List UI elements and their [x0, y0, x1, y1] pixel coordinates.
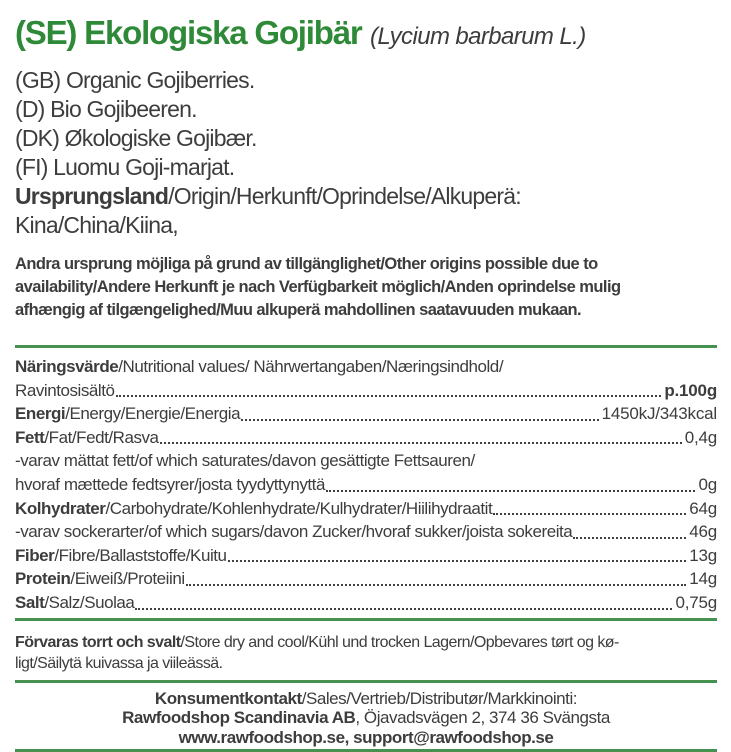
row-value: 13g: [689, 545, 717, 565]
row-label-bold: Fett: [15, 427, 45, 447]
contact-label-bold: Konsumentkontakt: [154, 688, 302, 708]
origin-label: [15, 182, 717, 211]
row-value: 46g: [689, 522, 717, 542]
product-title: [15, 14, 717, 59]
leader-dots: [160, 442, 682, 444]
product-title-se: (SE) Ekologiska Gojibär: [15, 14, 362, 51]
contact-label-rest: /Sales/Vertrieb/Distributør/Markkinointi:: [301, 688, 578, 708]
note-line-1: Andra ursprung möjliga på grund av tillgänglighet/Other origins possible due to: [15, 255, 598, 273]
row-label-rest: /Eiweiß/Proteiini: [70, 569, 185, 589]
row-label-bold: Kolhydrater: [15, 498, 106, 518]
nutrition-row-protein: [15, 567, 717, 591]
company-address: , Öjavadsvägen 2, 374 36 Svängsta: [355, 708, 610, 728]
storage-line-2: ligt/Säilytä kuivassa ja viileässä.: [15, 654, 223, 672]
nutrition-row-fibre: [15, 544, 717, 568]
leader-dots: [228, 560, 687, 562]
nutrition-row-fat: [15, 426, 717, 450]
origin-label-rest: /Origin/Herkunft/Oprindelse/Alkuperä:: [168, 183, 521, 209]
nutrition-row-per100g: [15, 379, 717, 403]
nutrition-row-carbohydrate: [15, 497, 717, 521]
leader-dots: [241, 419, 599, 421]
product-name-gb: (GB) Organic Gojiberries.: [15, 67, 255, 93]
leader-dots: [135, 608, 672, 610]
row-label-rest: /Fat/Fedt/Rasva: [44, 427, 159, 447]
row-value: 0,75g: [675, 592, 717, 612]
row-value: 1450kJ/343kcal: [601, 404, 717, 424]
row-label: -varav sockerarter/of which sugars/davon Zucker/hvoraf sukker/joista sokereita: [15, 522, 573, 542]
divider-top-of-nutrition: [15, 345, 717, 348]
company-name: Rawfoodshop Scandinavia AB: [122, 708, 356, 728]
row-value: 64g: [689, 498, 717, 518]
divider-above-contact: [15, 680, 717, 683]
nutrition-table: [15, 355, 717, 615]
origin-availability-note: [15, 253, 717, 322]
nutrition-header-rest: /Nutritional values/ Nährwertangaben/Næringsindhold/: [118, 357, 504, 376]
row-label: hvoraf mættede fedtsyrer/josta tyydyttynyttä: [15, 474, 325, 494]
row-label-rest: /Carbohydrate/Kohlenhydrate/Kulhydrater/Hiilihydraatit: [105, 498, 493, 518]
row-label-rest: /Salz/Suolaa: [44, 592, 135, 612]
leader-dots: [493, 513, 686, 515]
row-label-rest: /Fibre/Ballaststoffe/Kuitu: [54, 545, 227, 565]
row-label: -varav mättat fett/of which saturates/davon gesättigte Fettsauren/: [15, 451, 475, 471]
nutrition-row-sugars: [15, 520, 717, 544]
divider-below-nutrition: [15, 618, 717, 621]
leader-dots: [186, 584, 687, 586]
contact-line-1: [15, 689, 717, 709]
per100g-value: p.100g: [664, 380, 717, 400]
nutrition-row-salt: [15, 591, 717, 615]
product-name-d: (D) Bio Gojibeeren.: [15, 96, 197, 122]
storage-bold: Förvaras torrt och svalt: [15, 633, 181, 651]
contact-line-2: [15, 708, 717, 728]
contact-block: [15, 689, 717, 748]
storage-rest: /Store dry and cool/Kühl und trocken Lagern/Opbevares tørt og kø-: [180, 633, 619, 651]
storage-line-1: [15, 632, 717, 653]
per100g-label: Ravintosisältö: [15, 380, 115, 400]
row-label-rest: /Energy/Energie/Energia: [65, 404, 241, 424]
product-name-dk: (DK) Økologiske Gojibær.: [15, 125, 257, 151]
row-label-bold: Salt: [15, 592, 45, 612]
row-label-bold: Energi: [15, 404, 66, 424]
row-value: 14g: [689, 569, 717, 589]
row-label-bold: Protein: [15, 569, 71, 589]
note-line-3: afhængig af tilgængelighed/Muu alkuperä mahdollinen saatavuuden mukaan.: [15, 301, 582, 319]
row-value: 0,4g: [684, 427, 717, 447]
row-value: 0g: [698, 474, 717, 494]
row-label-bold: Fiber: [15, 545, 55, 565]
note-line-2: availability/Andere Herkunft je nach Verfügbarkeit möglich/Anden oprindelse mulig: [15, 278, 621, 296]
origin-value: Kina/China/Kiina,: [15, 212, 178, 238]
origin-label-bold: Ursprungsland: [15, 183, 169, 209]
latin-species-name: (Lycium barbarum L.): [369, 23, 586, 50]
storage-instructions: [15, 632, 717, 674]
nutrition-row-energy: [15, 402, 717, 426]
product-name-fi: (FI) Luomu Goji-marjat.: [15, 154, 235, 180]
contact-line-3: www.rawfoodshop.se, support@rawfoodshop.se: [178, 727, 554, 747]
nutrition-row-saturates-line2: [15, 473, 717, 497]
nutrition-row-saturates-line1: [15, 449, 717, 473]
leader-dots: [573, 537, 686, 539]
nutrition-header-bold: Näringsvärde: [15, 357, 119, 376]
nutrition-header: [15, 355, 717, 379]
leader-dots: [116, 395, 662, 397]
product-names: [15, 66, 717, 182]
leader-dots: [326, 490, 696, 492]
